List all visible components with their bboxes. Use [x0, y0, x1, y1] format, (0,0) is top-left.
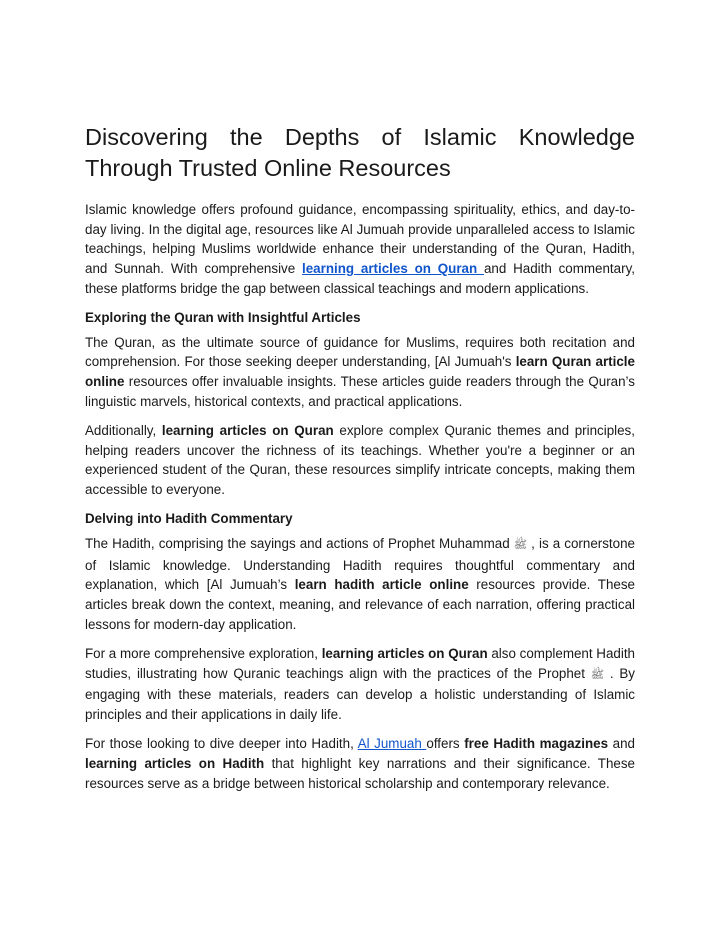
- page-title: [85, 122, 635, 184]
- hadith-p3-bold-2: learning articles on Hadith: [85, 756, 265, 772]
- pbuh-symbol-icon: ﷺ: [513, 539, 528, 552]
- quran-p2-text-1: Additionally,: [85, 423, 162, 439]
- hadith-p1-bold-1: learn hadith article online: [294, 577, 469, 593]
- title-line-2: Through Trusted Online Resources: [85, 155, 451, 181]
- al-jumuah-link[interactable]: Al Jumuah: [357, 736, 427, 752]
- quran-p1-bold-1: learn Quran article online: [85, 354, 635, 390]
- hadith-p1-text-3: resources provide. These articles break down the context, meaning, and relevance of each narration, offering practical lessons for modern-day application.: [85, 577, 635, 632]
- hadith-p2-text-1: For a more comprehensive exploration,: [85, 646, 322, 662]
- quran-p1-text-1: The Quran, as the ultimate source of guidance for Muslims, requires both recitation and comprehension. For those seeking deeper understanding, [Al Jumuah's: [85, 334, 635, 370]
- hadith-p3-bold-1: free Hadith magazines: [464, 736, 609, 752]
- hadith-p3-text-1: For those looking to dive deeper into Hadith,: [85, 736, 358, 752]
- quran-paragraph-1: [85, 333, 635, 412]
- quran-p2-text-2: explore complex Quranic themes and principles, helping readers uncover the richness of its teachings. Whether you're a beginner or an experienced student of the Quran, these resources simplify intricate concepts, making them accessible to everyone.: [85, 423, 635, 498]
- intro-text-2: and Hadith commentary, these platforms bridge the gap between classical teachings and modern applications.: [85, 261, 635, 296]
- title-line-1: Discovering the Depths of Islamic Knowledge: [85, 124, 635, 150]
- quran-p2-bold-1: learning articles on Quran: [161, 423, 334, 439]
- section-heading-hadith: Delving into Hadith Commentary: [85, 511, 293, 527]
- quran-paragraph-2: [85, 421, 635, 500]
- pbuh-symbol-icon: ﷺ: [590, 668, 605, 681]
- hadith-paragraph-1: [85, 534, 635, 635]
- hadith-paragraph-3: [85, 734, 635, 793]
- hadith-p3-text-3: and: [608, 736, 636, 752]
- hadith-p2-text-3: . By engaging with these materials, readers can develop a holistic understanding of Islamic principles and their applications in daily life.: [85, 665, 635, 723]
- hadith-p1-text-1: The Hadith, comprising the sayings and actions of Prophet Muhammad: [85, 536, 514, 552]
- hadith-p2-bold-1: learning articles on Quran: [321, 646, 488, 662]
- hadith-p1-text-2: , is a cornerstone of Islamic knowledge. Understanding Hadith requires thoughtful commentary and explanation, which [Al Jumuah’s: [85, 536, 635, 593]
- intro-text-1: Islamic knowledge offers profound guidance, encompassing spirituality, ethics, and day-to-day living. In the digital age, resources like Al Jumuah provide unparalleled access to Islamic teachings, helping Muslims worldwide enhance their understanding of the Quran, Hadith, and Sunnah. With comprehensive: [85, 202, 635, 277]
- hadith-paragraph-2: [85, 644, 635, 725]
- learning-articles-quran-link[interactable]: learning articles on Quran: [302, 261, 484, 277]
- quran-p1-text-2: resources offer invaluable insights. These articles guide readers through the Quran’s linguistic marvels, historical contexts, and practical applications.: [85, 374, 635, 409]
- intro-paragraph: [85, 200, 635, 299]
- hadith-p3-text-2: offers: [426, 736, 465, 752]
- hadith-p3-text-4: that highlight key narrations and their significance. These resources serve as a bridge between historical scholarship and contemporary relevance.: [85, 756, 635, 791]
- section-heading-quran: Exploring the Quran with Insightful Articles: [85, 310, 361, 326]
- document-page: [85, 122, 635, 803]
- hadith-p2-text-2: also complement Hadith studies, illustrating how Quranic teachings align with the practices of the Prophet: [85, 646, 636, 681]
